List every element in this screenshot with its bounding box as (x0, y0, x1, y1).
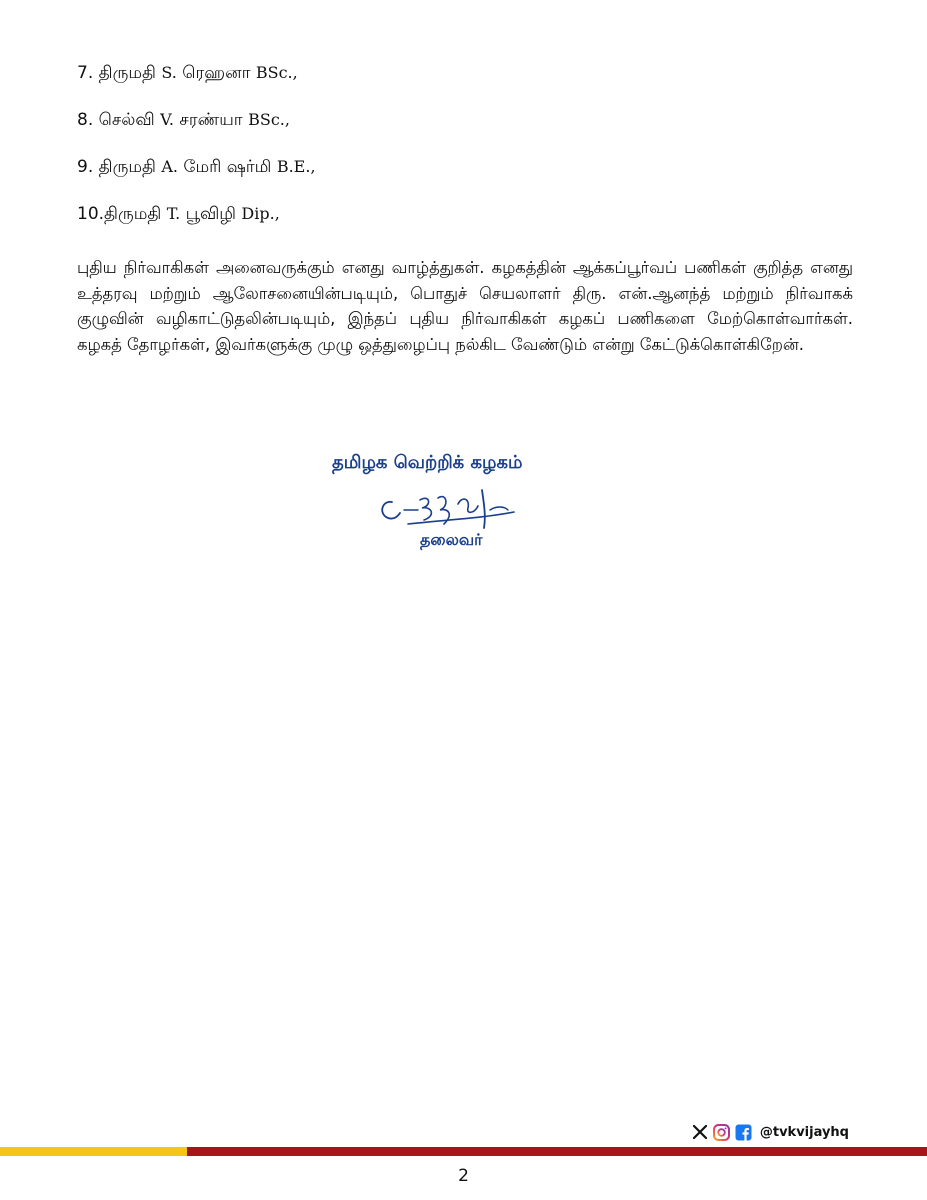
item-number: 9. (77, 157, 94, 177)
item-degree: B.E., (276, 157, 316, 176)
item-title: திருமதி (104, 204, 162, 224)
item-degree: BSc., (255, 63, 298, 82)
signature-block (330, 452, 580, 552)
list-item (77, 58, 316, 105)
list-item (77, 152, 316, 199)
item-title: செல்வி (98, 110, 155, 130)
item-name: ரெஹனா (182, 63, 251, 83)
body-paragraph: புதிய நிர்வாகிகள் அனைவருக்கும் எனது வாழ்த்துகள். கழகத்தின் ஆக்கப்பூர்வப் பணிகள் குறித்த எனது உத்தரவு மற்றும் ஆலோசனையின்படியும், பொதுச் செயலாளர் திரு. என்.ஆனந்த் மற்றும் நிர்வாகக் குழுவின் வழிகாட்டுதலின்படியும், இந்தப் புதிய நிர்வாகிகள் கழகப் பணிகளை மேற்கொள்வார்கள். கழகத் தோழர்கள், இவர்களுக்கு முழு ஒத்துழைப்பு நல்கிட வேண்டும் என்று கேட்டுக்கொள்கிறேன். (77, 258, 853, 355)
organization-name-part1: தமிழக வெற்றிக் (332, 452, 465, 473)
item-degree: Dip., (241, 204, 280, 223)
item-name: சரண்யா (179, 110, 243, 130)
x-icon[interactable] (691, 1123, 709, 1141)
list-item (77, 199, 316, 246)
instagram-icon[interactable] (713, 1123, 731, 1141)
item-degree: BSc., (248, 110, 290, 129)
item-initial: T. (166, 204, 181, 223)
item-initial: V. (160, 110, 174, 129)
organization-name (332, 452, 522, 475)
item-number: 8. (77, 110, 94, 130)
item-title: திருமதி (98, 63, 156, 83)
organization-name-part2: கழகம் (470, 452, 523, 473)
footer-bar-yellow (0, 1147, 187, 1156)
member-list (77, 58, 316, 246)
facebook-icon[interactable] (735, 1123, 753, 1141)
footer-color-bar (0, 1147, 927, 1156)
social-handle: @tvkvijayhq (759, 1124, 849, 1140)
item-name: பூவிழி (185, 204, 237, 224)
item-number: 7. (77, 63, 94, 83)
footer-bar-red (187, 1147, 927, 1156)
item-initial: S. (161, 63, 177, 82)
item-name: மேரி ஷர்மி (183, 157, 272, 177)
list-item (77, 105, 316, 152)
item-number: 10. (77, 204, 105, 224)
social-links (691, 1121, 849, 1143)
item-initial: A. (161, 157, 178, 176)
page-number: 2 (458, 1166, 469, 1186)
item-title: திருமதி (98, 157, 156, 177)
designation: தலைவர் (420, 530, 483, 549)
